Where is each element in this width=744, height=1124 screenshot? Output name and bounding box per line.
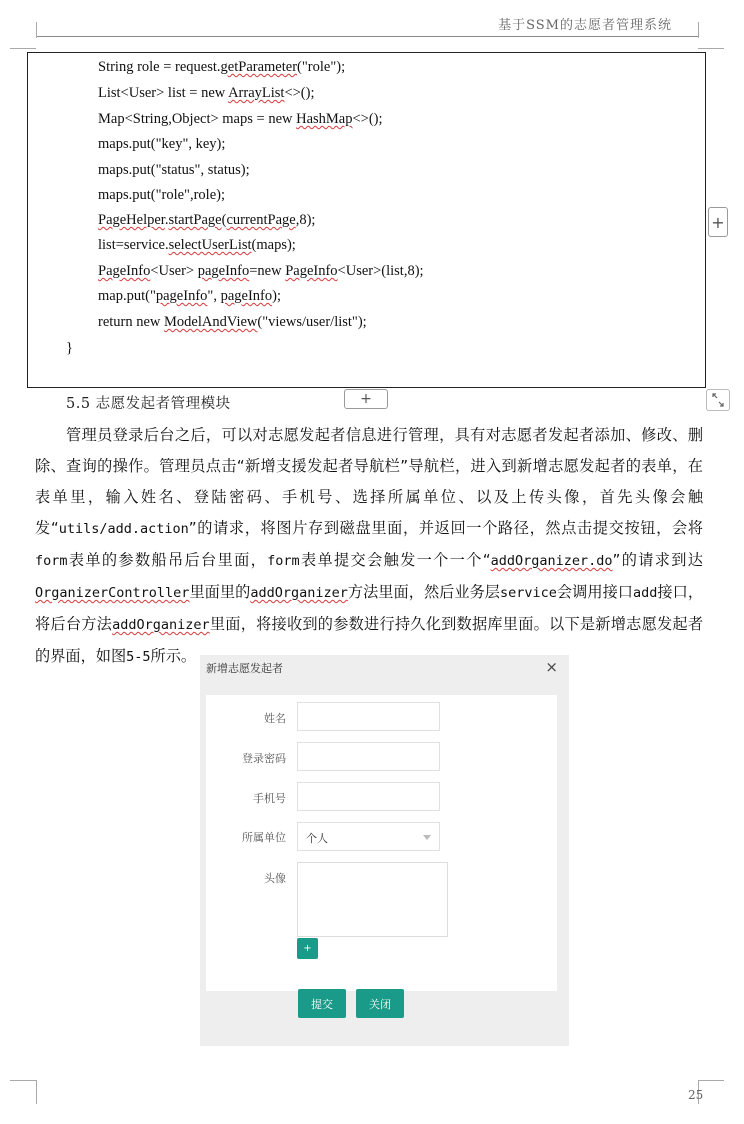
add-row-button[interactable]: + [344, 389, 388, 409]
name-field[interactable] [297, 702, 440, 731]
org-label: 所属单位 [242, 831, 286, 844]
chevron-down-icon [423, 835, 431, 840]
code-line: map.put("pageInfo", pageInfo); [98, 288, 281, 304]
code-line: Map<String,Object> maps = new HashMap<>(); [98, 111, 383, 127]
code-line: maps.put("role",role); [98, 187, 225, 203]
code-line: maps.put("key", key); [98, 136, 226, 152]
add-side-button[interactable]: + [708, 207, 728, 237]
avatar-preview [297, 862, 448, 937]
header-running-title: 基于SSM的志愿者管理系统 [498, 18, 672, 33]
add-organizer-dialog [200, 655, 569, 1046]
phone-label: 手机号 [253, 792, 286, 805]
code-listing [27, 52, 706, 388]
code-line: return new ModelAndView("views/user/list"); [98, 314, 367, 330]
dialog-title: 新增志愿发起者 [206, 662, 283, 675]
org-select[interactable] [297, 822, 440, 851]
phone-field[interactable] [297, 782, 440, 811]
password-field[interactable] [297, 742, 440, 771]
submit-button[interactable]: 提交 [298, 989, 346, 1018]
page-number: 25 [688, 1088, 704, 1102]
org-select-value: 个人 [306, 832, 328, 845]
upload-button[interactable]: + [297, 938, 318, 959]
close-button[interactable]: 关闭 [356, 989, 404, 1018]
name-label: 姓名 [264, 712, 286, 725]
body-paragraph: 管理员登录后台之后，可以对志愿发起者信息进行管理，具有对志愿者发起者添加、修改、删除、查询的操作。管理员点击“新增支援发起者导航栏”导航栏，进入到新增志愿发起者的表单，在表单里，输入姓名、登陆密码、手机号、选择所属单位、以及上传头像，首先头像会触发“utils/add.action”的请求，将图片存到磁盘里面，并返回一个路径，然点击提交按钮，会将form表单的参数船吊后台里面，form表单提交会触发一个一个“addOrganizer.do”的请求到达OrganizerController里面里的addOrganizer方法里面，然后业务层service会调用接口add接口，将后台方法addOrganizer里面，将接收到的参数进行持久化到数据库里面。以下是新增志愿发起者的界面，如图5-5所示。 [35, 426, 704, 665]
dialog-form [206, 695, 557, 1011]
code-line: PageHelper.startPage(currentPage,8); [98, 212, 316, 228]
code-line: maps.put("status", status); [98, 162, 250, 178]
code-line: PageInfo<User> pageInfo=new PageInfo<User>(list,8); [98, 263, 424, 279]
dialog-header [200, 655, 569, 681]
code-line: list=service.selectUserList(maps); [98, 237, 296, 253]
code-line: String role = request.getParameter("role"); [98, 59, 346, 75]
code-line: List<User> list = new ArrayList<>(); [98, 85, 315, 101]
code-line: } [66, 340, 73, 356]
close-icon[interactable]: × [545, 658, 558, 676]
password-label: 登录密码 [242, 752, 286, 765]
avatar-label: 头像 [264, 872, 286, 885]
section-heading: 5.5 志愿发起者管理模块 [66, 396, 231, 412]
header-rule [36, 36, 698, 37]
expand-icon[interactable] [706, 389, 730, 411]
